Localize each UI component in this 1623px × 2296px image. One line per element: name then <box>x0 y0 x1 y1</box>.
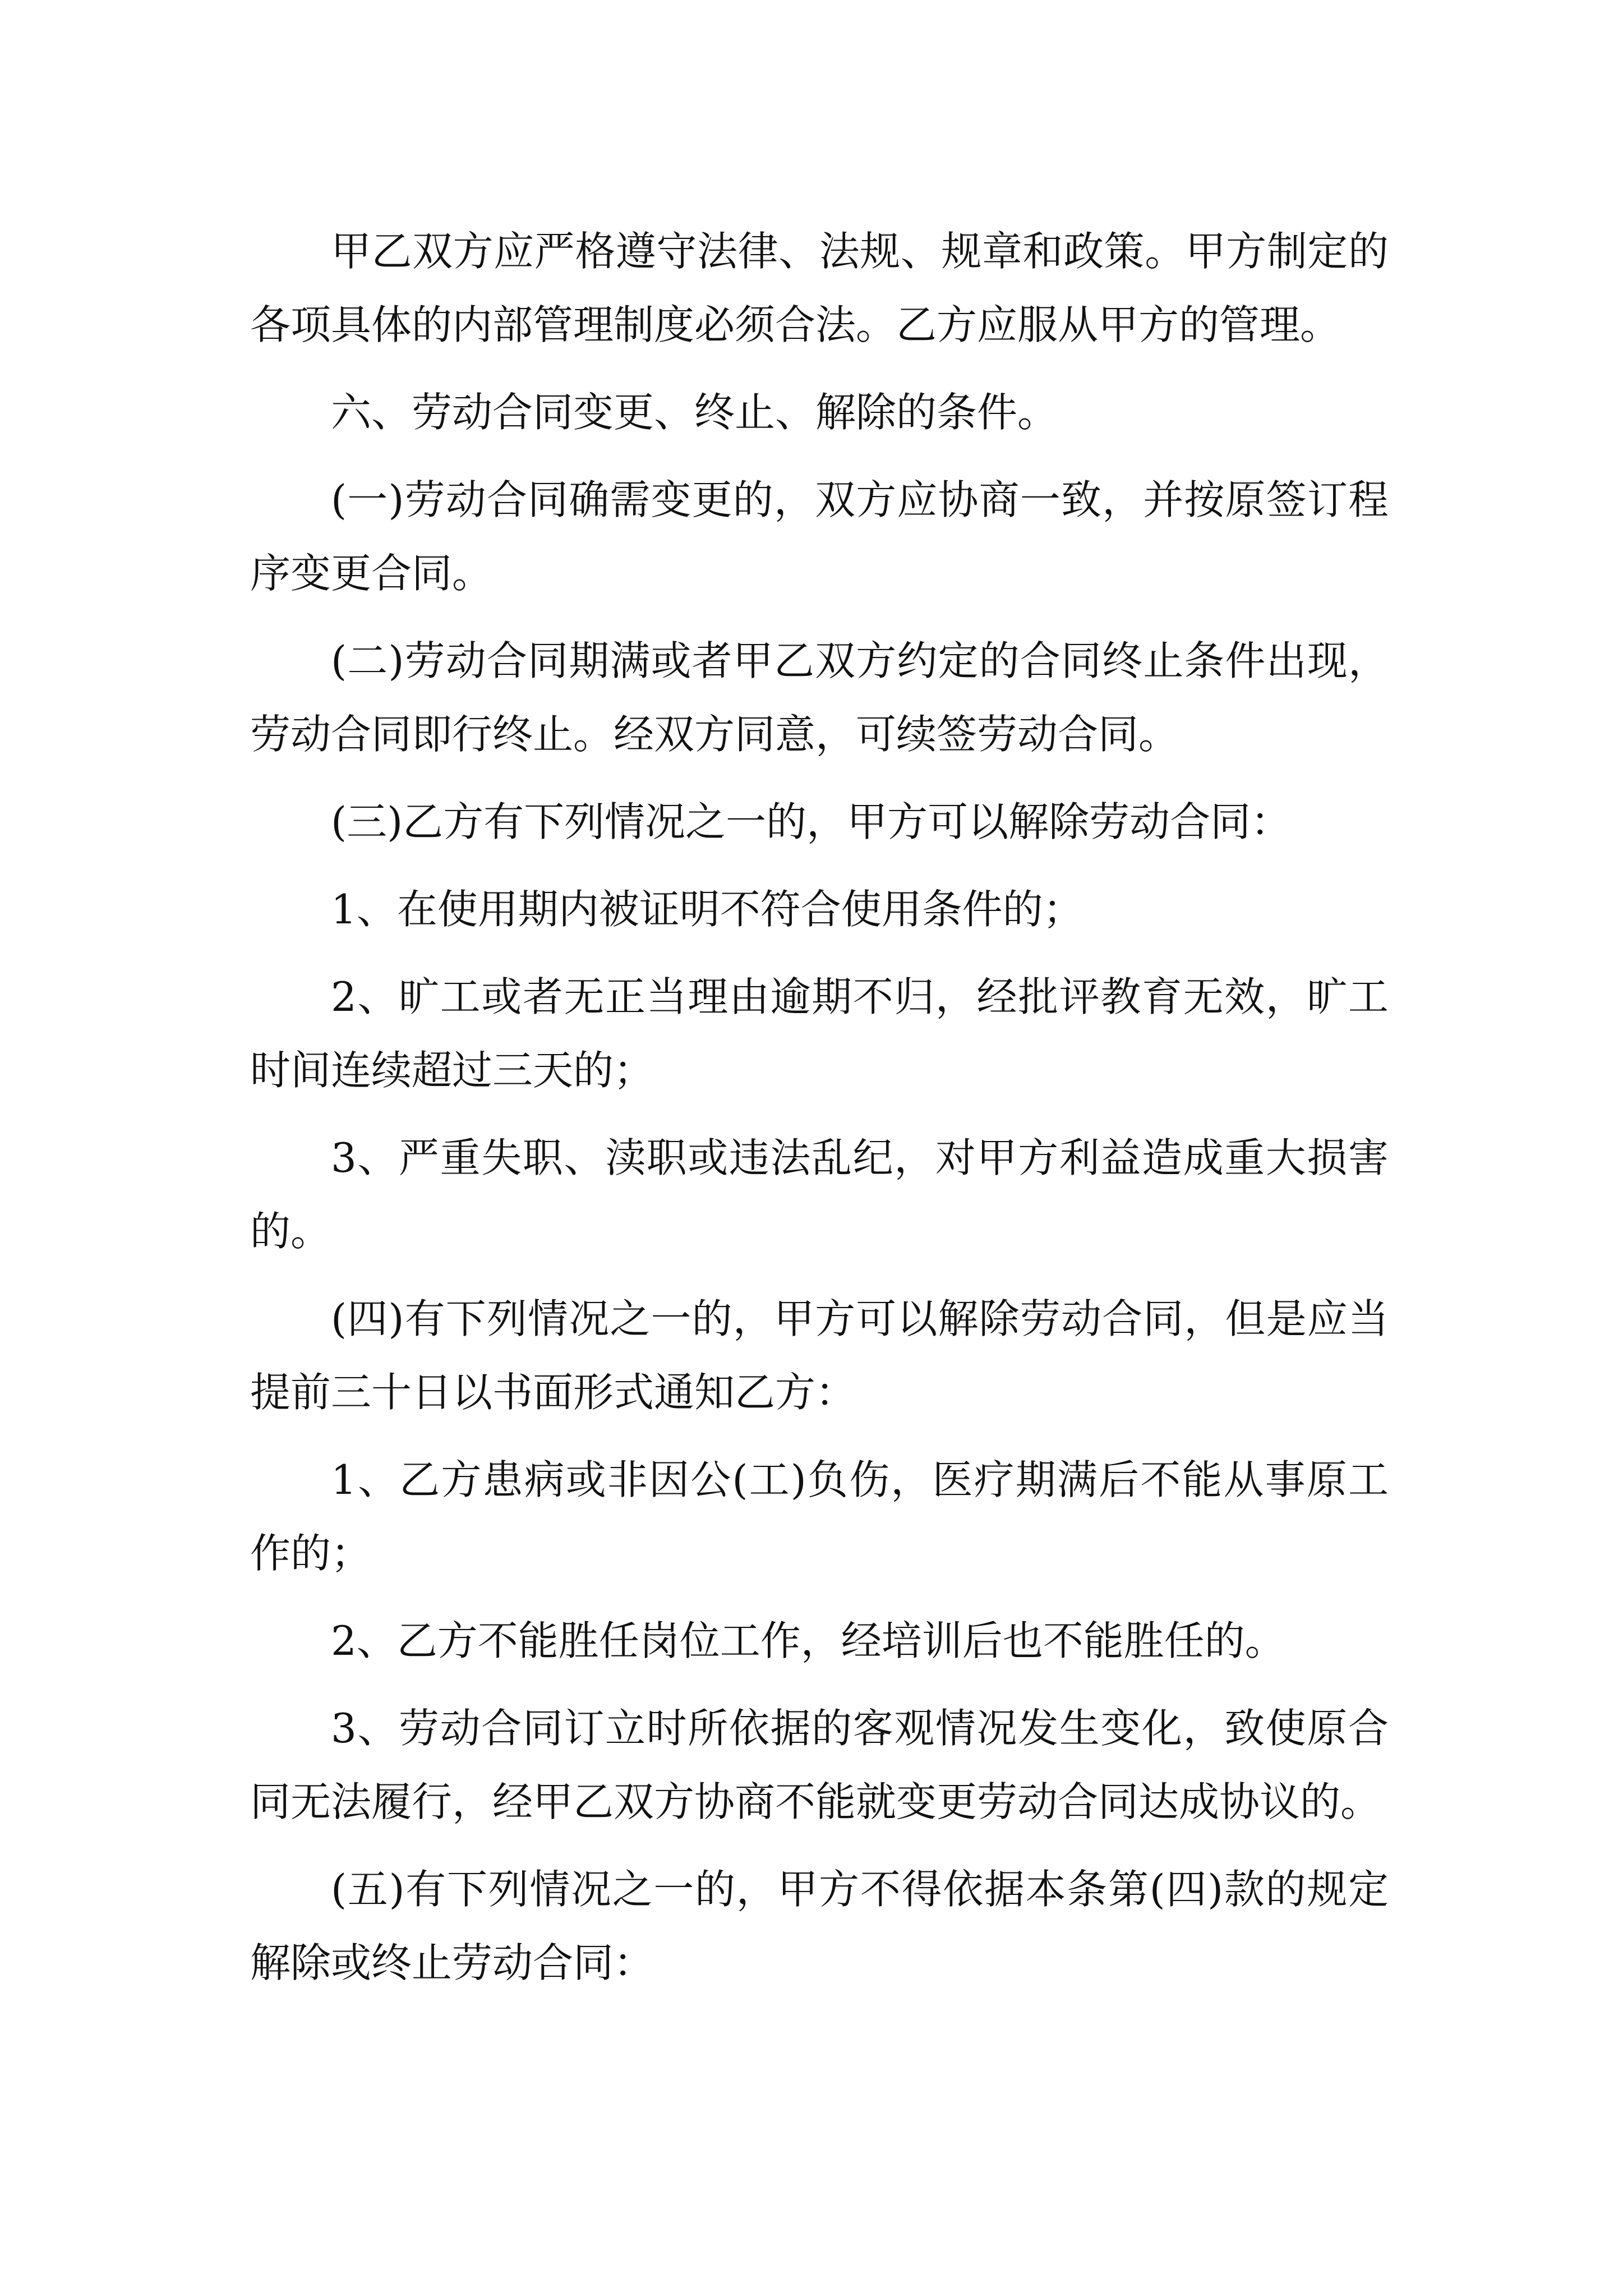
document-body <box>250 215 1389 2014</box>
paragraph-clause-5: (五)有下列情况之一的，甲方不得依据本条第(四)款的规定解除或终止劳动合同： <box>250 1866 1389 1986</box>
section-heading-six: 六、劳动合同变更、终止、解除的条件。 <box>331 389 1058 436</box>
list-item-3-1: 1、在使用期内被证明不符合使用条件的； <box>331 886 1083 933</box>
paragraph-clause-2: (二)劳动合同期满或者甲乙双方约定的合同终止条件出现，劳动合同即行终止。经双方同意，可续签劳动合同。 <box>250 637 1389 758</box>
list-item-4-3: 3、劳动合同订立时所依据的客观情况发生变化，致使原合同无法履行，经甲乙双方协商不能就变更劳动合同达成协议的。 <box>250 1705 1389 1825</box>
paragraph-clause-4: (四)有下列情况之一的，甲方可以解除劳动合同，但是应当提前三十日以书面形式通知乙方： <box>250 1295 1389 1416</box>
paragraph-clause-3: (三)乙方有下列情况之一的，甲方可以解除劳动合同： <box>331 798 1292 845</box>
list-item-4-1: 1、乙方患病或非因公(工)负伤，医疗期满后不能从事原工作的； <box>250 1456 1389 1577</box>
paragraph-compliance: 甲乙双方应严格遵守法律、法规、规章和政策。甲方制定的各项具体的内部管理制度必须合法。乙方应服从甲方的管理。 <box>250 228 1389 348</box>
list-item-4-2: 2、乙方不能胜任岗位工作，经培训后也不能胜任的。 <box>331 1617 1285 1664</box>
list-item-3-2: 2、旷工或者无正当理由逾期不归，经批评教育无效，旷工时间连续超过三天的； <box>250 973 1389 1094</box>
list-item-3-3: 3、严重失职、渎职或违法乱纪，对甲方利益造成重大损害的。 <box>250 1134 1389 1255</box>
paragraph-clause-1: (一)劳动合同确需变更的，双方应协商一致，并按原签订程序变更合同。 <box>250 476 1389 597</box>
